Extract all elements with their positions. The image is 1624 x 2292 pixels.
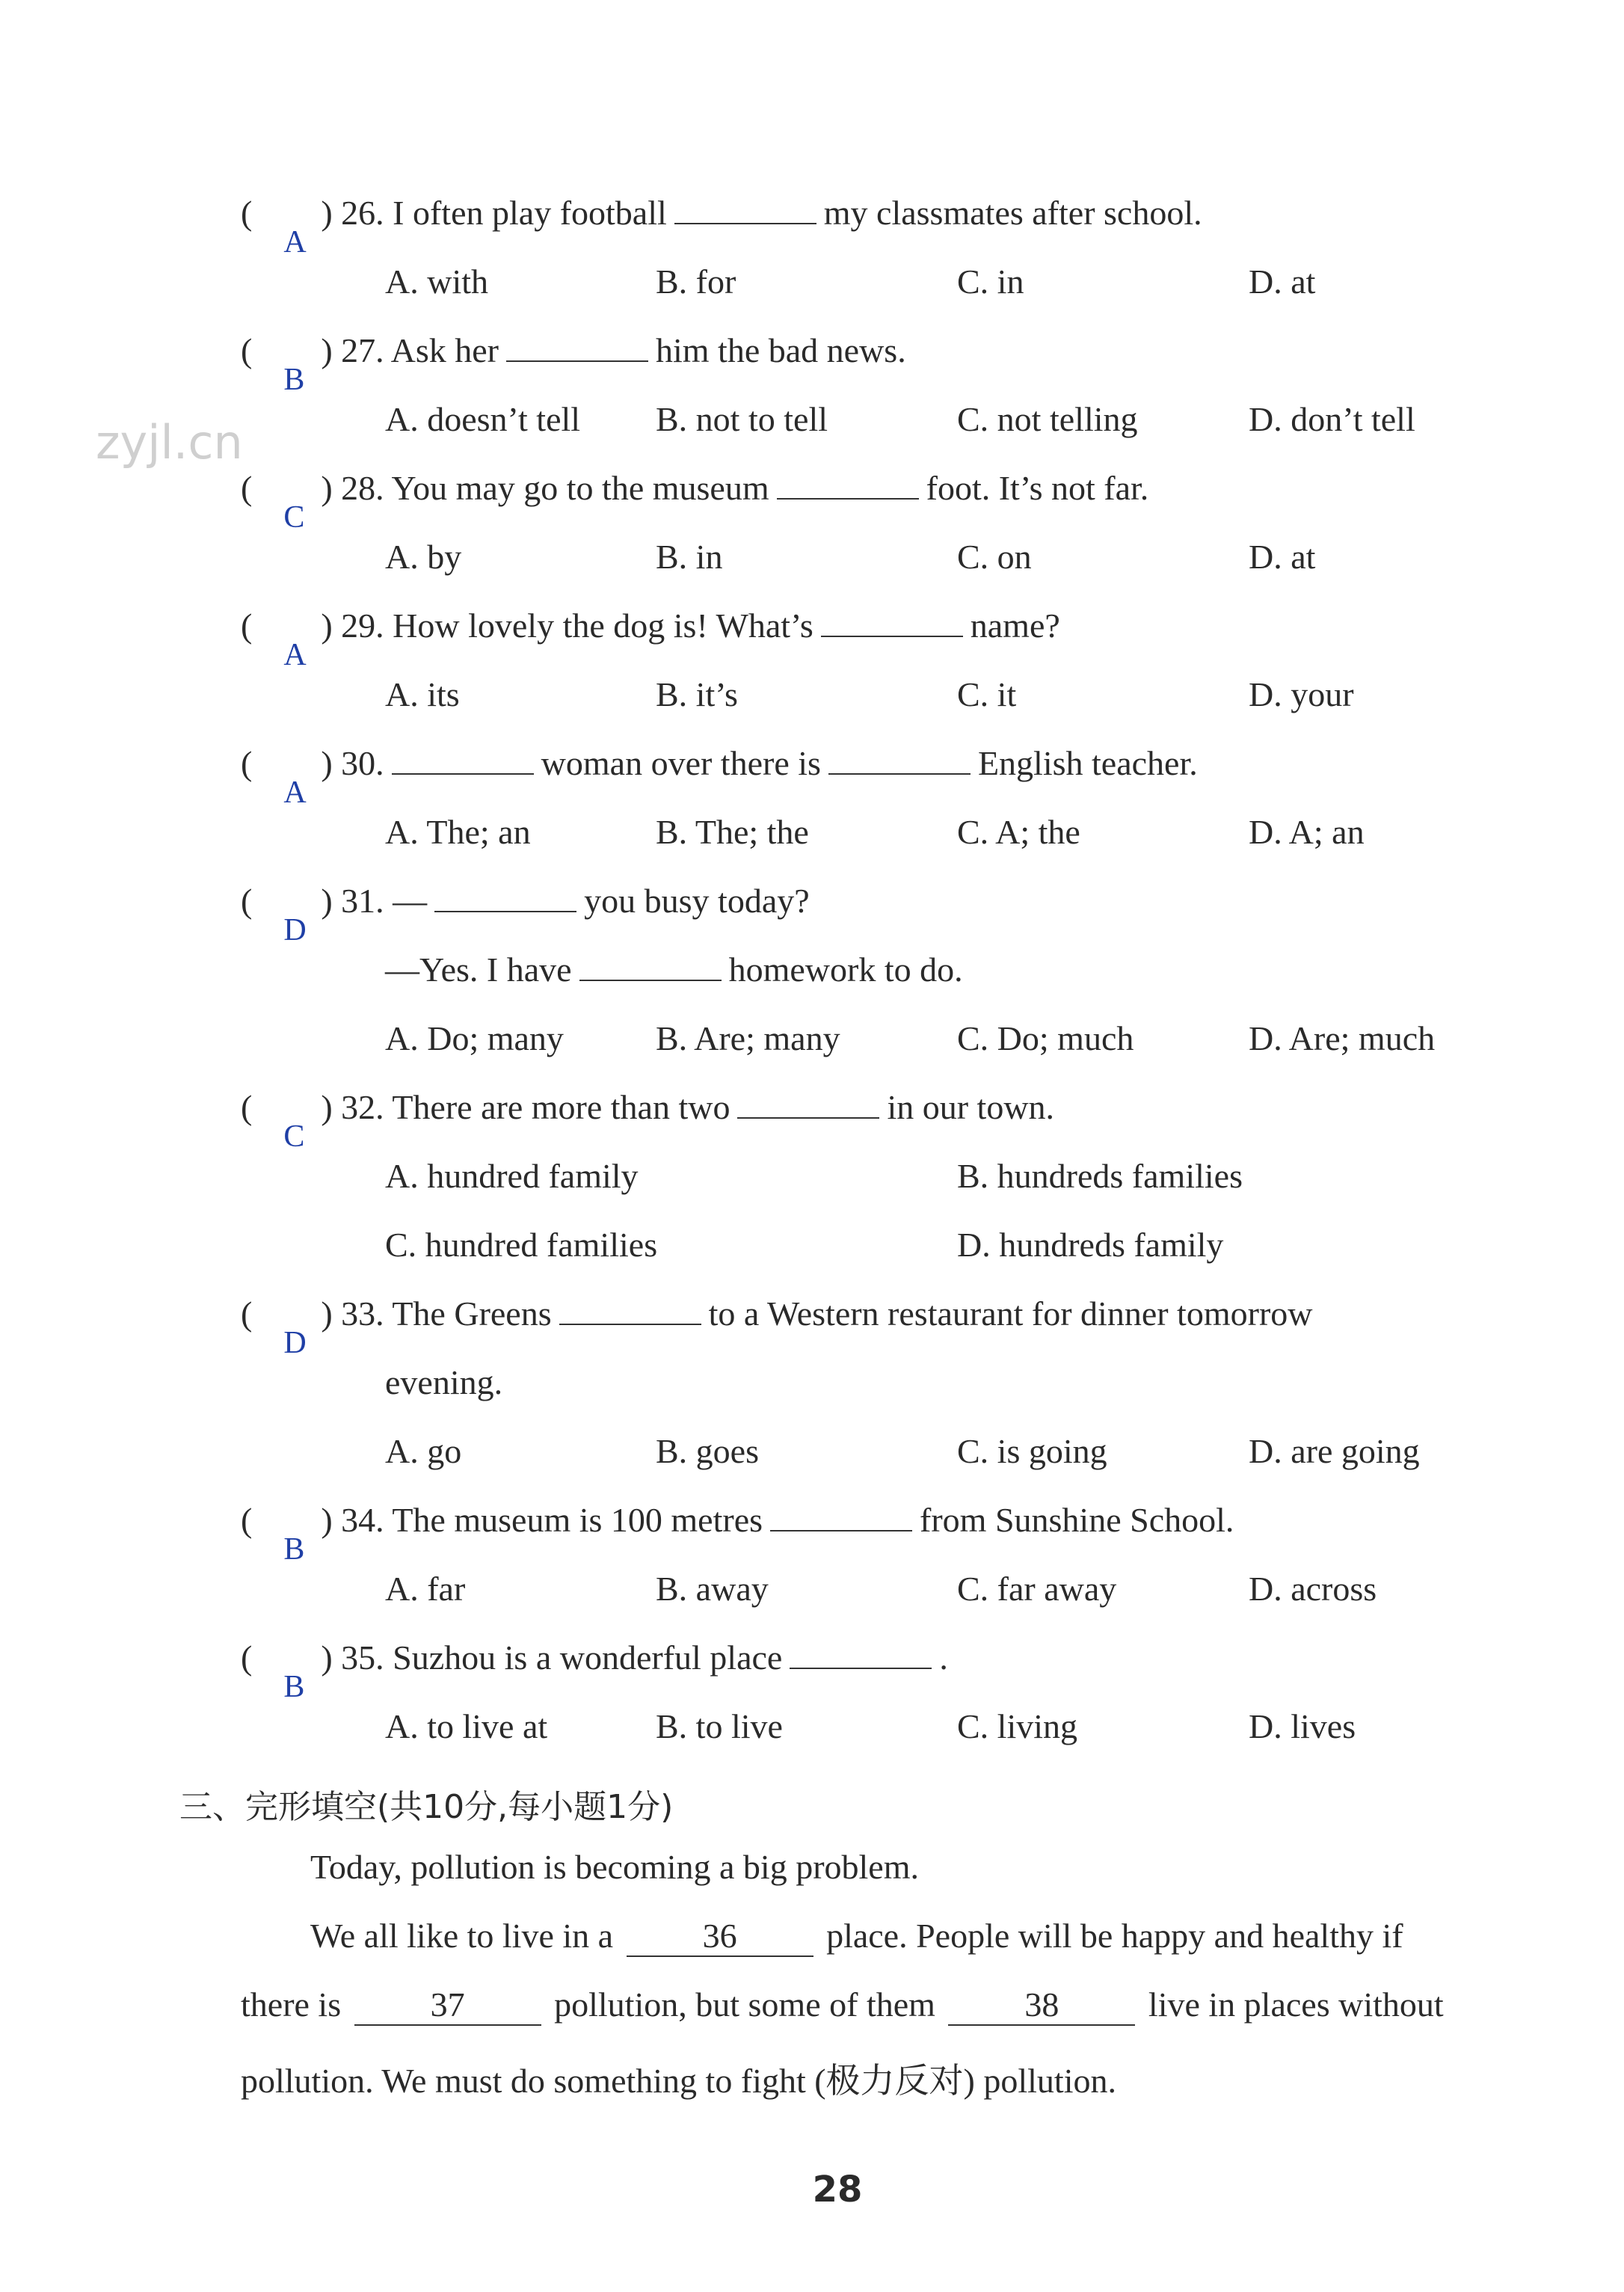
- option: C. A; the: [957, 813, 1080, 851]
- question-text: from Sunshine School.: [920, 1501, 1234, 1539]
- question-text: The museum is 100 metres: [392, 1501, 763, 1539]
- option: D. Are; much: [1249, 1019, 1436, 1057]
- option: B. hundreds families: [957, 1157, 1243, 1195]
- option: C. is going: [957, 1432, 1107, 1470]
- question-text: .: [939, 1638, 948, 1677]
- option: C. Do; much: [957, 1019, 1134, 1057]
- option: B. not to tell: [656, 400, 828, 438]
- option: A. to live at: [385, 1707, 548, 1745]
- question-number: 26.: [341, 194, 384, 232]
- question-28: ( C ) 28. You may go to the museum foot. It’s not far.: [241, 469, 1149, 535]
- blank: [579, 950, 722, 981]
- question-number: 29.: [341, 606, 384, 645]
- blank: [777, 468, 919, 500]
- question-29: ( A ) 29. How lovely the dog is! What’s name?: [241, 606, 1060, 672]
- question-26: ( A ) 26. I often play football my classmates after school.: [241, 194, 1202, 259]
- question-text: you busy today?: [584, 882, 810, 920]
- option: C. hundred families: [385, 1226, 658, 1264]
- answer-29: A: [283, 638, 307, 672]
- option: C. living: [957, 1707, 1078, 1745]
- answer-34: B: [283, 1532, 305, 1567]
- paragraph-line: [310, 1916, 1403, 1957]
- option: B. Are; many: [656, 1019, 840, 1057]
- blank: [392, 743, 534, 775]
- question-33: ( D ) 33. The Greens to a Western restaurant for dinner tomorrow: [241, 1294, 1313, 1360]
- question-number: 30.: [341, 744, 384, 782]
- question-text: There are more than two: [392, 1088, 731, 1126]
- paragraph-text: pollution, but some of them: [554, 1985, 935, 2024]
- answer-27: B: [283, 363, 305, 397]
- option: D. at: [1249, 262, 1316, 301]
- paragraph-line: Today, pollution is becoming a big problem.: [310, 1848, 920, 1886]
- question-text: him the bad news.: [655, 331, 906, 369]
- option: A. hundred family: [385, 1157, 639, 1195]
- option: C. it: [957, 675, 1017, 713]
- option: D. hundreds family: [957, 1226, 1224, 1264]
- question-text: How lovely the dog is! What’s: [393, 606, 813, 645]
- question-number: 33.: [341, 1294, 384, 1333]
- option: B. in: [656, 538, 723, 576]
- option: B. it’s: [656, 675, 738, 713]
- question-text: I often play football: [393, 194, 667, 232]
- option: D. are going: [1249, 1432, 1420, 1470]
- blank: [434, 881, 576, 912]
- question-31-line2: [385, 950, 963, 989]
- question-number: 28.: [341, 469, 384, 507]
- option: D. don’t tell: [1249, 400, 1415, 438]
- question-text: foot. It’s not far.: [926, 469, 1149, 507]
- option: C. far away: [957, 1570, 1117, 1608]
- question-text: name?: [970, 606, 1060, 645]
- question-text: —: [393, 882, 428, 920]
- option: B. to live: [656, 1707, 783, 1745]
- cloze-blank-37: 37: [354, 1985, 541, 2026]
- option: A. far: [385, 1570, 466, 1608]
- option: A. go: [385, 1432, 462, 1470]
- blank: [821, 606, 963, 637]
- option: A. by: [385, 538, 462, 576]
- question-text: You may go to the museum: [391, 469, 769, 507]
- option: B. away: [656, 1570, 769, 1608]
- option: A. with: [385, 262, 488, 301]
- question-32: ( C ) 32. There are more than two in our town.: [241, 1088, 1055, 1154]
- question-number: 27.: [341, 331, 384, 369]
- question-text: in our town.: [887, 1088, 1055, 1126]
- blank: [506, 331, 648, 362]
- option: B. goes: [656, 1432, 759, 1470]
- question-31: ( D ) 31. — you busy today?: [241, 882, 810, 947]
- paragraph-text: We all like to live in a: [310, 1917, 614, 1955]
- option: D. at: [1249, 538, 1316, 576]
- question-text: Ask her: [390, 331, 499, 369]
- blank: [770, 1500, 912, 1531]
- option: A. The; an: [385, 813, 531, 851]
- option: D. lives: [1249, 1707, 1356, 1745]
- paragraph-text: place. People will be happy and healthy if: [826, 1917, 1403, 1955]
- answer-35: B: [283, 1670, 305, 1704]
- question-text: woman over there is: [541, 744, 821, 782]
- blank: [674, 193, 816, 224]
- question-34: ( B ) 34. The museum is 100 metres from Sunshine School.: [241, 1501, 1234, 1567]
- option: A. its: [385, 675, 460, 713]
- question-number: 35.: [341, 1638, 384, 1677]
- option: A. Do; many: [385, 1019, 564, 1057]
- question-33-line2: evening.: [385, 1363, 503, 1401]
- paragraph-line: [241, 1985, 1444, 2026]
- answer-28: C: [283, 500, 305, 535]
- blank: [737, 1087, 879, 1119]
- question-number: 31.: [341, 882, 384, 920]
- answer-31: D: [283, 913, 307, 947]
- question-text: The Greens: [392, 1294, 552, 1333]
- option: A. doesn’t tell: [385, 400, 581, 438]
- blank: [828, 743, 971, 775]
- answer-33: D: [283, 1326, 307, 1360]
- answer-32: C: [283, 1119, 305, 1154]
- blank: [790, 1638, 932, 1669]
- question-text: —Yes. I have: [385, 950, 572, 989]
- question-text: to a Western restaurant for dinner tomorrow: [708, 1294, 1313, 1333]
- question-30: ( A ) 30. woman over there is English teacher.: [241, 744, 1198, 810]
- option: C. on: [957, 538, 1032, 576]
- paragraph-line: pollution. We must do something to fight (极力反对) pollution.: [241, 2062, 1116, 2100]
- section-title: 三、完形填空(共10分,每小题1分): [179, 1788, 674, 1826]
- question-text: English teacher.: [977, 744, 1198, 782]
- option: C. in: [957, 262, 1024, 301]
- question-number: 34.: [341, 1501, 384, 1539]
- question-35: ( B ) 35. Suzhou is a wonderful place .: [241, 1638, 948, 1704]
- option: B. The; the: [656, 813, 809, 851]
- answer-26: A: [283, 225, 307, 259]
- cloze-blank-38: 38: [948, 1985, 1135, 2026]
- option: B. for: [656, 262, 736, 301]
- question-number: 32.: [341, 1088, 384, 1126]
- option: D. your: [1249, 675, 1354, 713]
- question-text: Suzhou is a wonderful place: [393, 1638, 783, 1677]
- paragraph-text: live in places without: [1148, 1985, 1444, 2024]
- option: D. across: [1249, 1570, 1377, 1608]
- option: C. not telling: [957, 400, 1138, 438]
- question-27: ( B ) 27. Ask her him the bad news.: [241, 331, 906, 397]
- question-text: my classmates after school.: [823, 194, 1202, 232]
- question-text: homework to do.: [728, 950, 963, 989]
- answer-30: A: [283, 775, 307, 810]
- blank: [559, 1294, 701, 1325]
- paragraph-text: there is: [241, 1985, 342, 2024]
- watermark: zyjl.cn: [96, 415, 243, 470]
- page-number: 28: [812, 2169, 863, 2210]
- cloze-blank-36: 36: [627, 1916, 813, 1957]
- option: D. A; an: [1249, 813, 1365, 851]
